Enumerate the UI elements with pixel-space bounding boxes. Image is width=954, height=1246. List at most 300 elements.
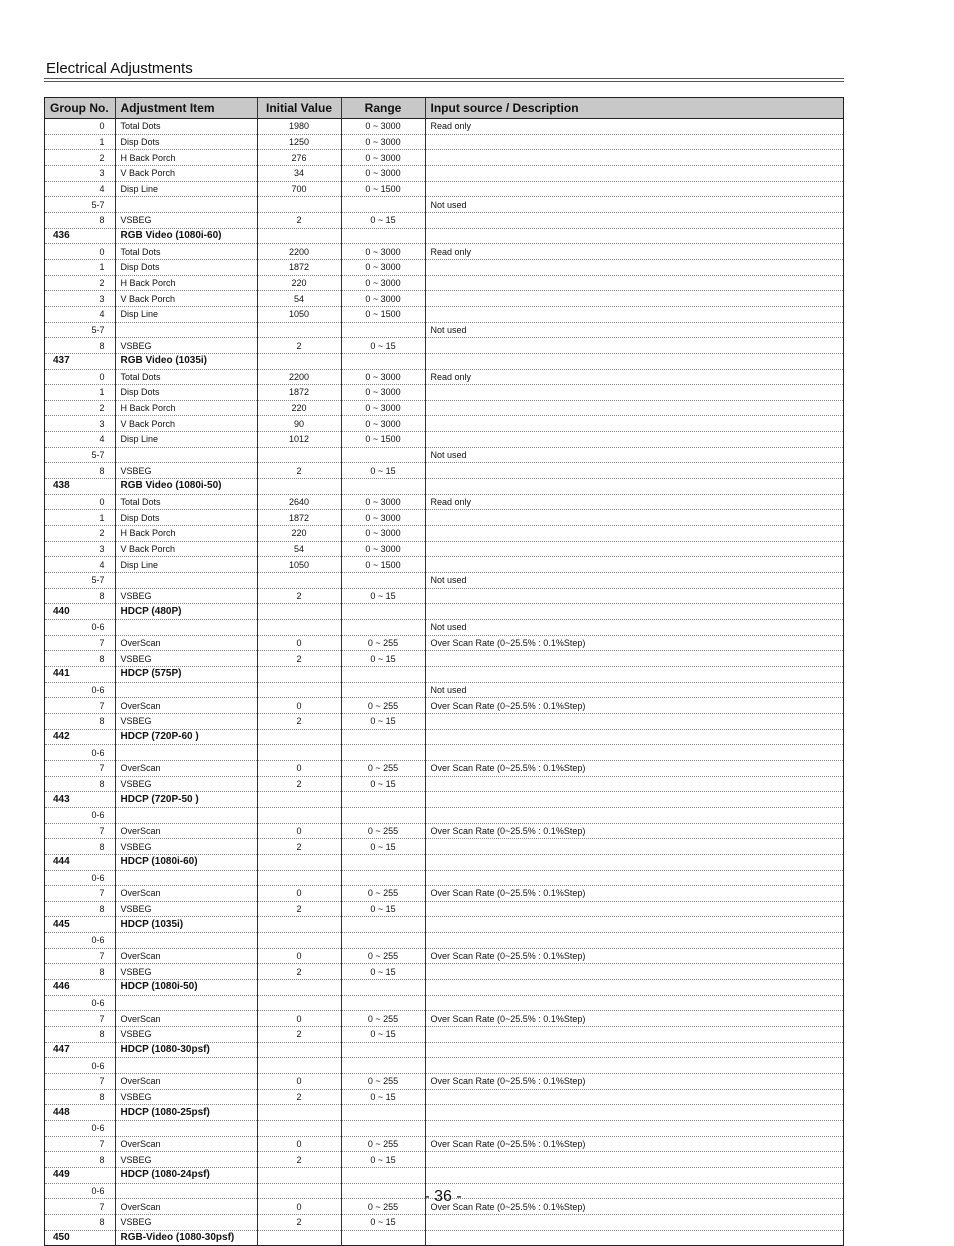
cell-item: OverScan	[115, 698, 257, 714]
cell-item	[115, 573, 257, 589]
cell-item: VSBEG	[115, 1027, 257, 1043]
cell-no: 8	[45, 651, 115, 667]
cell-initial-value: 0	[257, 1074, 341, 1090]
cell-item: HDCP (480P)	[115, 604, 257, 620]
cell-description	[425, 901, 843, 917]
table-row	[45, 573, 843, 589]
cell-description: Over Scan Rate (0~25.5% : 0.1%Step)	[425, 635, 843, 651]
cell-initial-value: 2	[257, 713, 341, 729]
cell-initial-value: 1872	[257, 385, 341, 401]
cell-item: VSBEG	[115, 901, 257, 917]
cell-no: 0-6	[45, 870, 115, 886]
cell-item: Disp Line	[115, 557, 257, 573]
cell-description: Over Scan Rate (0~25.5% : 0.1%Step)	[425, 1074, 843, 1090]
cell-item: RGB Video (1080i-60)	[115, 228, 257, 244]
cell-no: 1	[45, 259, 115, 275]
cell-initial-value	[257, 1167, 341, 1183]
cell-range: 0 ~ 255	[341, 1136, 425, 1152]
cell-initial-value: 2	[257, 651, 341, 667]
cell-range	[341, 995, 425, 1011]
cell-description: Over Scan Rate (0~25.5% : 0.1%Step)	[425, 1011, 843, 1027]
col-header-initial-value: Initial Value	[257, 98, 341, 119]
cell-initial-value: 54	[257, 541, 341, 557]
cell-range	[341, 666, 425, 682]
table-row	[45, 807, 843, 823]
cell-no: 0	[45, 244, 115, 260]
cell-no: 8	[45, 776, 115, 792]
group-header-row	[45, 479, 843, 495]
cell-range: 0 ~ 3000	[341, 119, 425, 135]
cell-no: 3	[45, 541, 115, 557]
cell-initial-value	[257, 682, 341, 698]
cell-initial-value	[257, 729, 341, 745]
cell-initial-value	[257, 995, 341, 1011]
table-header-row	[45, 98, 843, 119]
cell-no: 1	[45, 510, 115, 526]
cell-item: Disp Dots	[115, 259, 257, 275]
cell-range: 0 ~ 255	[341, 948, 425, 964]
cell-range: 0 ~ 3000	[341, 150, 425, 166]
cell-range: 0 ~ 3000	[341, 369, 425, 385]
cell-no: 7	[45, 760, 115, 776]
cell-initial-value: 0	[257, 1011, 341, 1027]
cell-initial-value: 2640	[257, 494, 341, 510]
cell-description	[425, 1105, 843, 1121]
cell-initial-value: 1980	[257, 119, 341, 135]
cell-description: Read only	[425, 119, 843, 135]
table-row	[45, 338, 843, 354]
table-row	[45, 322, 843, 338]
cell-no: 4	[45, 306, 115, 322]
cell-description	[425, 1152, 843, 1168]
table-row	[45, 964, 843, 980]
table-row	[45, 259, 843, 275]
table-row	[45, 181, 843, 197]
cell-initial-value: 2	[257, 212, 341, 228]
cell-initial-value	[257, 870, 341, 886]
cell-item	[115, 620, 257, 636]
cell-range: 0 ~ 255	[341, 886, 425, 902]
cell-initial-value: 1050	[257, 557, 341, 573]
cell-item	[115, 322, 257, 338]
cell-no: 445	[45, 917, 115, 933]
cell-no: 7	[45, 1199, 115, 1215]
cell-initial-value: 0	[257, 1136, 341, 1152]
cell-item: Disp Dots	[115, 134, 257, 150]
cell-item: V Back Porch	[115, 165, 257, 181]
cell-no: 3	[45, 291, 115, 307]
cell-range: 0 ~ 15	[341, 338, 425, 354]
cell-no: 7	[45, 886, 115, 902]
cell-no: 4	[45, 181, 115, 197]
cell-description	[425, 510, 843, 526]
cell-range	[341, 447, 425, 463]
cell-description	[425, 1089, 843, 1105]
cell-description	[425, 917, 843, 933]
cell-initial-value: 0	[257, 948, 341, 964]
table-row	[45, 635, 843, 651]
cell-range: 0 ~ 255	[341, 1199, 425, 1215]
cell-initial-value	[257, 197, 341, 213]
cell-no: 0	[45, 119, 115, 135]
cell-range: 0 ~ 15	[341, 964, 425, 980]
cell-initial-value	[257, 604, 341, 620]
cell-range: 0 ~ 255	[341, 1074, 425, 1090]
cell-range	[341, 1058, 425, 1074]
cell-description	[425, 980, 843, 996]
cell-no: 0-6	[45, 745, 115, 761]
cell-initial-value: 2200	[257, 369, 341, 385]
cell-description	[425, 134, 843, 150]
cell-no: 0-6	[45, 1183, 115, 1199]
group-header-row	[45, 1230, 843, 1245]
cell-item: VSBEG	[115, 964, 257, 980]
cell-description	[425, 181, 843, 197]
cell-item: V Back Porch	[115, 416, 257, 432]
group-header-row	[45, 353, 843, 369]
cell-no: 2	[45, 526, 115, 542]
cell-range: 0 ~ 3000	[341, 165, 425, 181]
cell-description	[425, 964, 843, 980]
cell-item: RGB-Video (1080-30psf)	[115, 1230, 257, 1245]
table-row	[45, 134, 843, 150]
cell-description: Over Scan Rate (0~25.5% : 0.1%Step)	[425, 1136, 843, 1152]
cell-item: Disp Line	[115, 432, 257, 448]
group-header-row	[45, 1042, 843, 1058]
cell-no: 438	[45, 479, 115, 495]
cell-item	[115, 745, 257, 761]
cell-initial-value: 2	[257, 1214, 341, 1230]
cell-description	[425, 1214, 843, 1230]
cell-item: VSBEG	[115, 338, 257, 354]
cell-initial-value: 54	[257, 291, 341, 307]
cell-initial-value: 2	[257, 776, 341, 792]
cell-description	[425, 588, 843, 604]
table-row	[45, 510, 843, 526]
cell-item: OverScan	[115, 1199, 257, 1215]
cell-no: 8	[45, 839, 115, 855]
cell-item	[115, 1058, 257, 1074]
cell-range	[341, 933, 425, 949]
cell-initial-value: 0	[257, 1199, 341, 1215]
cell-item	[115, 933, 257, 949]
cell-description	[425, 557, 843, 573]
cell-item: H Back Porch	[115, 526, 257, 542]
cell-range: 0 ~ 15	[341, 901, 425, 917]
cell-range: 0 ~ 15	[341, 651, 425, 667]
cell-range	[341, 745, 425, 761]
cell-item: OverScan	[115, 635, 257, 651]
cell-range	[341, 807, 425, 823]
page-number: - 36 -	[424, 1188, 462, 1205]
group-header-row	[45, 917, 843, 933]
cell-range: 0 ~ 3000	[341, 400, 425, 416]
cell-item: HDCP (1080i-50)	[115, 980, 257, 996]
table-row	[45, 212, 843, 228]
cell-range: 0 ~ 3000	[341, 259, 425, 275]
cell-initial-value	[257, 933, 341, 949]
cell-item: VSBEG	[115, 713, 257, 729]
cell-no: 7	[45, 823, 115, 839]
cell-item: Total Dots	[115, 244, 257, 260]
table-row	[45, 901, 843, 917]
table-row	[45, 463, 843, 479]
cell-range	[341, 1167, 425, 1183]
cell-item: OverScan	[115, 886, 257, 902]
cell-range	[341, 1230, 425, 1245]
cell-description	[425, 604, 843, 620]
title-rule-bottom	[44, 81, 844, 82]
table-row	[45, 119, 843, 135]
cell-range: 0 ~ 15	[341, 463, 425, 479]
cell-initial-value	[257, 1121, 341, 1137]
cell-item: HDCP (1080-25psf)	[115, 1105, 257, 1121]
table-row	[45, 839, 843, 855]
cell-description	[425, 1230, 843, 1245]
cell-no: 7	[45, 1011, 115, 1027]
cell-description	[425, 729, 843, 745]
cell-range	[341, 870, 425, 886]
cell-no: 8	[45, 713, 115, 729]
cell-item: VSBEG	[115, 776, 257, 792]
cell-item: VSBEG	[115, 1152, 257, 1168]
cell-no: 1	[45, 134, 115, 150]
cell-description: Over Scan Rate (0~25.5% : 0.1%Step)	[425, 948, 843, 964]
cell-no: 446	[45, 980, 115, 996]
cell-range: 0 ~ 15	[341, 1214, 425, 1230]
cell-initial-value	[257, 447, 341, 463]
group-header-row	[45, 1105, 843, 1121]
cell-initial-value: 1250	[257, 134, 341, 150]
table-row	[45, 369, 843, 385]
cell-description	[425, 150, 843, 166]
cell-range	[341, 353, 425, 369]
table-row	[45, 385, 843, 401]
group-header-row	[45, 604, 843, 620]
cell-no: 8	[45, 1152, 115, 1168]
cell-description: Not used	[425, 573, 843, 589]
cell-initial-value	[257, 228, 341, 244]
table-row	[45, 1152, 843, 1168]
cell-no: 437	[45, 353, 115, 369]
cell-item: H Back Porch	[115, 150, 257, 166]
table-row	[45, 713, 843, 729]
cell-item: OverScan	[115, 1011, 257, 1027]
table-row	[45, 1214, 843, 1230]
cell-initial-value	[257, 322, 341, 338]
cell-initial-value: 0	[257, 635, 341, 651]
cell-item	[115, 870, 257, 886]
cell-item: VSBEG	[115, 1089, 257, 1105]
table-row	[45, 557, 843, 573]
cell-description	[425, 745, 843, 761]
cell-range	[341, 854, 425, 870]
cell-no: 0-6	[45, 807, 115, 823]
cell-no: 0-6	[45, 933, 115, 949]
table-row	[45, 776, 843, 792]
cell-initial-value: 1872	[257, 259, 341, 275]
cell-item: HDCP (575P)	[115, 666, 257, 682]
cell-range	[341, 228, 425, 244]
cell-no: 7	[45, 948, 115, 964]
cell-item: VSBEG	[115, 588, 257, 604]
cell-item: HDCP (720P-50 )	[115, 792, 257, 808]
cell-range: 0 ~ 3000	[341, 275, 425, 291]
cell-range: 0 ~ 1500	[341, 557, 425, 573]
cell-item: HDCP (720P-60 )	[115, 729, 257, 745]
table-row	[45, 541, 843, 557]
cell-item: VSBEG	[115, 1214, 257, 1230]
cell-description: Not used	[425, 197, 843, 213]
cell-no: 3	[45, 416, 115, 432]
table-row	[45, 870, 843, 886]
cell-description	[425, 666, 843, 682]
cell-initial-value: 2	[257, 1152, 341, 1168]
group-header-row	[45, 854, 843, 870]
cell-initial-value	[257, 980, 341, 996]
cell-no: 2	[45, 275, 115, 291]
cell-description	[425, 776, 843, 792]
col-header-adjustment-item: Adjustment Item	[115, 98, 257, 119]
group-header-row	[45, 729, 843, 745]
cell-no: 7	[45, 698, 115, 714]
table-row	[45, 1121, 843, 1137]
cell-item: OverScan	[115, 1136, 257, 1152]
cell-item: V Back Porch	[115, 541, 257, 557]
cell-item: RGB Video (1035i)	[115, 353, 257, 369]
cell-range: 0 ~ 15	[341, 713, 425, 729]
cell-range	[341, 1121, 425, 1137]
cell-description	[425, 212, 843, 228]
cell-no: 0	[45, 494, 115, 510]
cell-description	[425, 713, 843, 729]
cell-initial-value: 700	[257, 181, 341, 197]
cell-range	[341, 620, 425, 636]
cell-initial-value	[257, 1058, 341, 1074]
cell-no: 8	[45, 901, 115, 917]
table-row	[45, 933, 843, 949]
cell-description	[425, 275, 843, 291]
page-title: Electrical Adjustments	[46, 60, 193, 77]
table-row	[45, 432, 843, 448]
cell-description: Not used	[425, 682, 843, 698]
cell-description	[425, 165, 843, 181]
cell-no: 443	[45, 792, 115, 808]
cell-description	[425, 1027, 843, 1043]
cell-item	[115, 682, 257, 698]
cell-description	[425, 385, 843, 401]
cell-item: Disp Line	[115, 181, 257, 197]
cell-range: 0 ~ 1500	[341, 306, 425, 322]
cell-no: 444	[45, 854, 115, 870]
group-header-row	[45, 228, 843, 244]
cell-initial-value	[257, 1230, 341, 1245]
table-row	[45, 698, 843, 714]
cell-description	[425, 228, 843, 244]
cell-description: Not used	[425, 620, 843, 636]
cell-no: 8	[45, 338, 115, 354]
cell-item: Disp Dots	[115, 510, 257, 526]
cell-initial-value: 220	[257, 275, 341, 291]
cell-no: 448	[45, 1105, 115, 1121]
cell-description	[425, 353, 843, 369]
cell-initial-value: 2	[257, 338, 341, 354]
cell-range: 0 ~ 3000	[341, 385, 425, 401]
cell-item	[115, 1121, 257, 1137]
cell-initial-value: 2	[257, 588, 341, 604]
cell-range	[341, 917, 425, 933]
cell-initial-value	[257, 620, 341, 636]
cell-no: 0	[45, 369, 115, 385]
group-header-row	[45, 980, 843, 996]
cell-initial-value	[257, 917, 341, 933]
cell-no: 8	[45, 1214, 115, 1230]
cell-no: 8	[45, 964, 115, 980]
cell-range: 0 ~ 3000	[341, 134, 425, 150]
table-row	[45, 745, 843, 761]
cell-description: Over Scan Rate (0~25.5% : 0.1%Step)	[425, 1199, 843, 1215]
table-row	[45, 494, 843, 510]
cell-initial-value: 1050	[257, 306, 341, 322]
table-row	[45, 760, 843, 776]
cell-description	[425, 1121, 843, 1137]
cell-item	[115, 807, 257, 823]
cell-description	[425, 651, 843, 667]
cell-range: 0 ~ 1500	[341, 181, 425, 197]
group-header-row	[45, 666, 843, 682]
cell-range	[341, 682, 425, 698]
table-row	[45, 1074, 843, 1090]
cell-initial-value: 2	[257, 1089, 341, 1105]
cell-range	[341, 1105, 425, 1121]
table-row	[45, 620, 843, 636]
cell-no: 7	[45, 1136, 115, 1152]
cell-description	[425, 416, 843, 432]
cell-description: Not used	[425, 447, 843, 463]
cell-no: 450	[45, 1230, 115, 1245]
cell-no: 441	[45, 666, 115, 682]
cell-initial-value	[257, 807, 341, 823]
cell-no: 7	[45, 635, 115, 651]
cell-description: Over Scan Rate (0~25.5% : 0.1%Step)	[425, 760, 843, 776]
cell-range: 0 ~ 3000	[341, 510, 425, 526]
cell-range: 0 ~ 3000	[341, 291, 425, 307]
cell-item	[115, 995, 257, 1011]
cell-no: 2	[45, 400, 115, 416]
cell-initial-value	[257, 573, 341, 589]
table-row	[45, 1089, 843, 1105]
group-header-row	[45, 792, 843, 808]
table-row	[45, 1011, 843, 1027]
cell-initial-value: 220	[257, 400, 341, 416]
cell-range: 0 ~ 255	[341, 698, 425, 714]
cell-initial-value: 2	[257, 964, 341, 980]
cell-item: HDCP (1035i)	[115, 917, 257, 933]
cell-no: 8	[45, 588, 115, 604]
table-row	[45, 588, 843, 604]
col-header-description: Input source / Description	[425, 98, 843, 119]
cell-range: 0 ~ 15	[341, 1152, 425, 1168]
cell-range: 0 ~ 255	[341, 823, 425, 839]
cell-no: 8	[45, 1027, 115, 1043]
table-row	[45, 291, 843, 307]
cell-description: Read only	[425, 244, 843, 260]
cell-range	[341, 792, 425, 808]
cell-range: 0 ~ 255	[341, 1011, 425, 1027]
cell-no: 442	[45, 729, 115, 745]
cell-no: 8	[45, 212, 115, 228]
cell-no: 8	[45, 463, 115, 479]
